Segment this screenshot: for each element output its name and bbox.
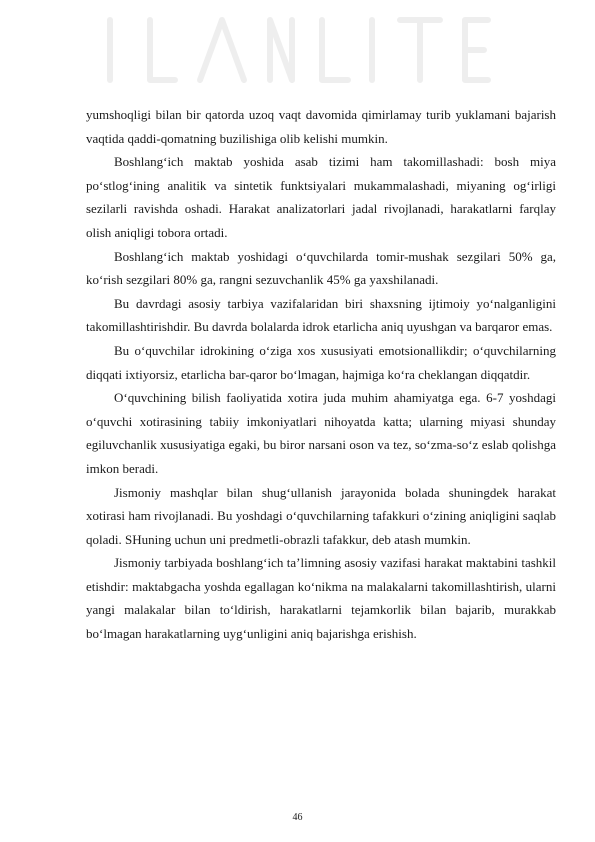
watermark-icon (0, 0, 595, 100)
document-body (86, 103, 556, 646)
page-number: 46 (292, 812, 303, 823)
paragraph: Bu o‘quvchilar idrokining o‘ziga xos xususiyati emotsionallikdir; o‘quvchilarning diqqati ixtiyorsiz, etarlicha bar-qaror bo‘lmagan, hajmiga ko‘ra cheklangan diqqatdir. (86, 342, 556, 382)
paragraph: O‘quvchining bilish faoliyatida xotira juda muhim ahamiyatga ega. 6-7 yoshdagi o‘quvchi xotirasining tabiiy imkoniyatlari nihoyatda katta; ularning miyasi shunday egiluvchanlik xususiyatiga egaki, bu biror narsani oson va tez, so‘zma-so‘z eslab qolishga imkon beradi. (86, 390, 556, 476)
paragraph: Jismoniy mashqlar bilan shug‘ullanish jarayonida bolada shuningdek harakat xotirasi ham rivojlanadi. Bu yoshdagi o‘quvchilarning tafakkuri o‘zining aniqligini saqlab qoladi. SHuning uchun uni predmetli-obrazli tafakkur, deb atash mumkin. (86, 484, 556, 547)
paragraph: Boshlang‘ich maktab yoshidagi o‘quvchilarda tomir-mushak sezgilari 50% ga, ko‘rish sezgilari 80% ga, rangni sezuvchanlik 45% ga yaxshilanadi. (86, 248, 556, 288)
paragraph: yumshoqligi bilan bir qatorda uzoq vaqt davomida qimirlamay turib yuklamani bajarish vaqtida qaddi-qomatning buzilishiga olib kelishi mumkin. (86, 107, 556, 146)
paragraph: Jismoniy tarbiyada boshlang‘ich ta’limning asosiy vazifasi harakat maktabini tashkil etishdir: maktabgacha yoshda egallagan ko‘nikma na malakalarni takomillashtirish, ularni yangi malakalar bilan to‘ldirish, harakatlarni tejamkorlik bilan bajarib, murakkab bo‘lmagan harakatlarning uyg‘unligini aniq bajarishga erishish. (86, 555, 556, 642)
paragraph: Boshlang‘ich maktab yoshida asab tizimi ham takomillashadi: bosh miya po‘stlog‘ining analitik va sintetik funktsiyalari mukammalashadi, miyaning og‘irligi sezilarli ravishda oshadi. Harakat analizatorlari jadal rivojlanadi, harakatlarni farqlay olish aniqligi tobora ortadi. (86, 154, 556, 240)
paragraph: Bu davrdagi asosiy tarbiya vazifalaridan biri shaxsning ijtimoiy yo‘nalganligini takomillashtirishdir. Bu davrda bolalarda idrok etarlicha aniq uyushgan va barqaror emas. (86, 295, 556, 335)
